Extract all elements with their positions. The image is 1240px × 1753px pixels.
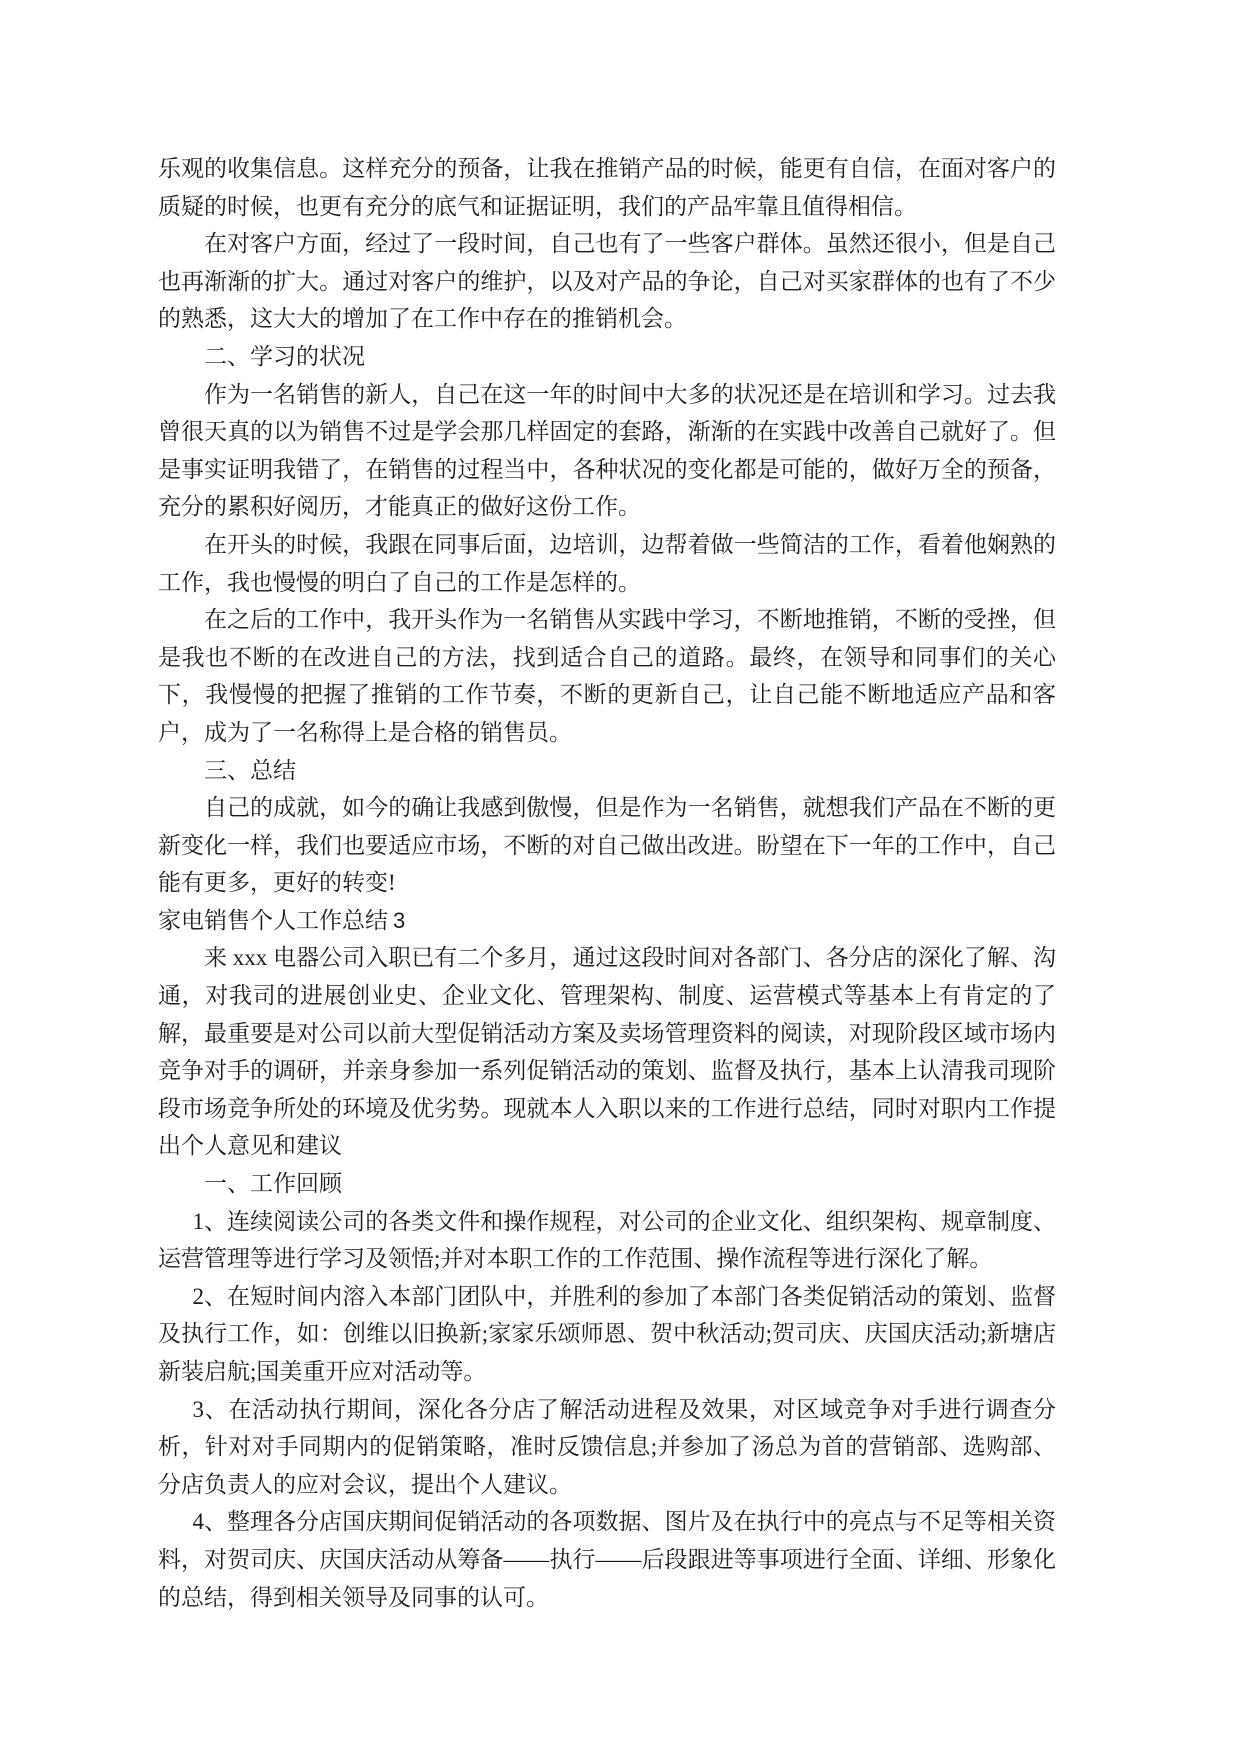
numbered-paragraph: 2、在短时间内溶入本部门团队中，并胜利的参加了本部门各类促销活动的策划、监督及执行工作，如：创维以旧换新;家家乐颂师恩、贺中秋活动;贺司庆、庆国庆活动;新塘店新装启航;国美重开应对活动等。 xyxy=(158,1283,1056,1384)
document-body xyxy=(158,150,1056,1616)
paragraph: 乐观的收集信息。这样充分的预备，让我在推销产品的时候，能更有自信，在面对客户的质疑的时候，也更有充分的底气和证据证明，我们的产品牢靠且值得相信。 xyxy=(158,156,1056,219)
paragraph: 在之后的工作中，我开头作为一名销售从实践中学习，不断地推销，不断的受挫，但是我也不断的在改进自己的方法，找到适合自己的道路。最终，在领导和同事们的关心下，我慢慢的把握了推销的工作节奏，不断的更新自己，让自己能不断地适应产品和客户，成为了一名称得上是合格的销售员。 xyxy=(158,607,1056,745)
section-heading: 三、总结 xyxy=(204,757,296,783)
numbered-paragraph: 1、连续阅读公司的各类文件和操作规程，对公司的企业文化、组织架构、规章制度、运营管理等进行学习及领悟;并对本职工作的工作范围、操作流程等进行深化了解。 xyxy=(158,1208,1056,1272)
paragraph: 来 xxx 电器公司入职已有二个多月，通过这段时间对各部门、各分店的深化了解、沟通，对我司的进展创业史、企业文化、管理架构、制度、运营模式等基本上有肯定的了解，最重要是对公司以前大型促销活动方案及卖场管理资料的阅读，对现阶段区域市场内竞争对手的调研，并亲身参加一系列促销活动的策划、监督及执行，基本上认清我司现阶段市场竞争所处的环境及优劣势。现就本人入职以来的工作进行总结，同时对职内工作提出个人意见和建议 xyxy=(158,945,1056,1159)
document-title xyxy=(158,902,1056,940)
paragraph: 自己的成就，如今的确让我感到傲慢，但是作为一名销售，就想我们产品在不断的更新变化一样，我们也要适应市场，不断的对自己做出改进。盼望在下一年的工作中，自己能有更多，更好的转变! xyxy=(158,795,1056,896)
paragraph: 在对客户方面，经过了一段时间，自己也有了一些客户群体。虽然还很小，但是自己也再渐渐的扩大。通过对客户的维护，以及对产品的争论，自己对买家群体的也有了不少的熟悉，这大大的增加了在工作中存在的推销机会。 xyxy=(158,231,1056,332)
paragraph: 在开头的时候，我跟在同事后面，边培训，边帮着做一些简洁的工作，看着他娴熟的工作，我也慢慢的明白了自己的工作是怎样的。 xyxy=(158,531,1056,595)
section-heading: 二、学习的状况 xyxy=(204,343,365,369)
paragraph: 作为一名销售的新人，自己在这一年的时间中大多的状况还是在培训和学习。过去我曾很天真的以为销售不过是学会那几样固定的套路，渐渐的在实践中改善自己就好了。但是事实证明我错了，在销售的过程当中，各种状况的变化都是可能的，做好万全的预备，充分的累积好阅历，才能真正的做好这份工作。 xyxy=(158,381,1056,520)
section-heading: 一、工作回顾 xyxy=(204,1171,342,1197)
numbered-paragraph: 4、整理各分店国庆期间促销活动的各项数据、图片及在执行中的亮点与不足等相关资料，对贺司庆、庆国庆活动从筹备——执行——后段跟进等事项进行全面、详细、形象化的总结，得到相关领导及同事的认可。 xyxy=(158,1509,1056,1610)
numbered-paragraph: 3、在活动执行期间，深化各分店了解活动进程及效果，对区域竞争对手进行调查分析，针对对手同期内的促销策略，准时反馈信息;并参加了汤总为首的营销部、选购部、分店负责人的应对会议，提出个人建议。 xyxy=(158,1396,1056,1497)
document-title-number: 3 xyxy=(393,907,406,933)
document-title-text: 家电销售个人工作总结 xyxy=(158,907,388,933)
